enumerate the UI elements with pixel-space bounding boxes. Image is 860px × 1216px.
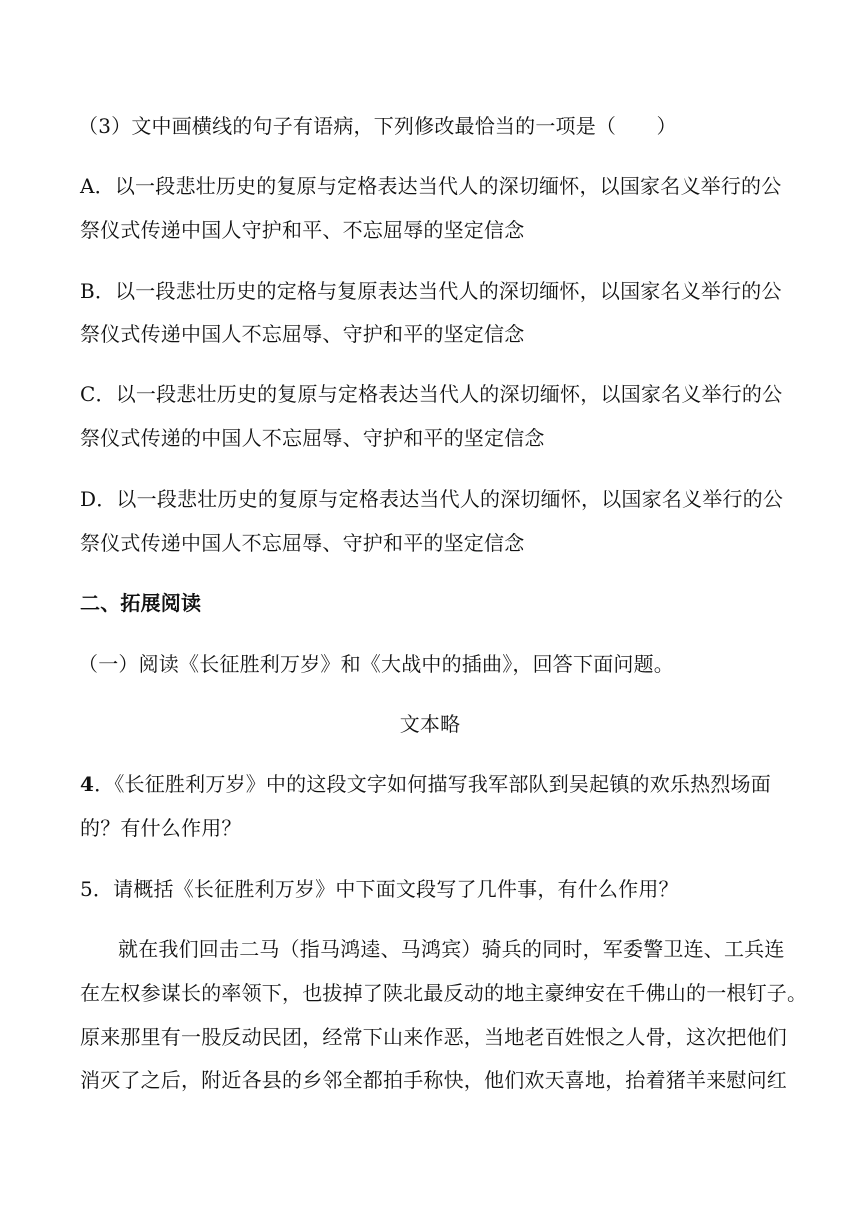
option-a-line-2: 祭仪式传递中国人守护和平、不忘屈辱的坚定信念 (80, 218, 525, 242)
option-c-line-1: C．以一段悲壮历史的复原与定格表达当代人的深切缅怀，以国家名义举行的公 (80, 382, 783, 406)
question-4-line-1 (80, 772, 780, 796)
option-b-line-1: B．以一段悲壮历史的定格与复原表达当代人的深切缅怀，以国家名义举行的公 (80, 279, 782, 303)
question-4-line-2: 的？有什么作用？ (80, 816, 242, 840)
passage-line-1: 就在我们回击二马（指马鸿逵、马鸿宾）骑兵的同时，军委警卫连、工兵连 (118, 937, 785, 961)
option-b-line-2: 祭仪式传递中国人不忘屈辱、守护和平的坚定信念 (80, 322, 525, 346)
question-4-number: 4 (80, 772, 95, 796)
question-5-stem: 5．请概括《长征胜利万岁》中下面文段写了几件事，有什么作用？ (80, 877, 679, 901)
text-omitted-note: 文本略 (399, 712, 461, 736)
passage-line-2: 在左权参谋长的率领下，也拔掉了陕北最反动的地主豪绅安在千佛山的一根钉子。 (80, 981, 808, 1005)
option-d-line-2: 祭仪式传递中国人不忘屈辱、守护和平的坚定信念 (80, 531, 525, 555)
section-sub-heading: （一）阅读《长征胜利万岁》和《大战中的插曲》，回答下面问题。 (78, 652, 674, 676)
section-heading: 二、拓展阅读 (80, 591, 202, 615)
question-3-stem: （3）文中画横线的句子有语病，下列修改最恰当的一项是（ ） (78, 114, 677, 138)
passage-line-3: 原来那里有一股反动民团，经常下山来作恶，当地老百姓恨之人骨，这次把他们 (80, 1025, 787, 1049)
passage-line-4: 消灭了之后，附近各县的乡邻全都拍手称快，他们欢天喜地，抬着猪羊来慰问红 (80, 1068, 787, 1092)
option-c-line-2: 祭仪式传递的中国人不忘屈辱、守护和平的坚定信念 (80, 426, 545, 450)
question-4-text: ．《长征胜利万岁》中的这段文字如何描写我军部队到吴起镇的欢乐热烈场面 (94, 772, 771, 796)
option-d-line-1: D．以一段悲壮历史的复原与定格表达当代人的深切缅怀，以国家名义举行的公 (80, 487, 784, 511)
option-a-line-1: A．以一段悲壮历史的复原与定格表达当代人的深切缅怀，以国家名义举行的公 (80, 174, 782, 198)
